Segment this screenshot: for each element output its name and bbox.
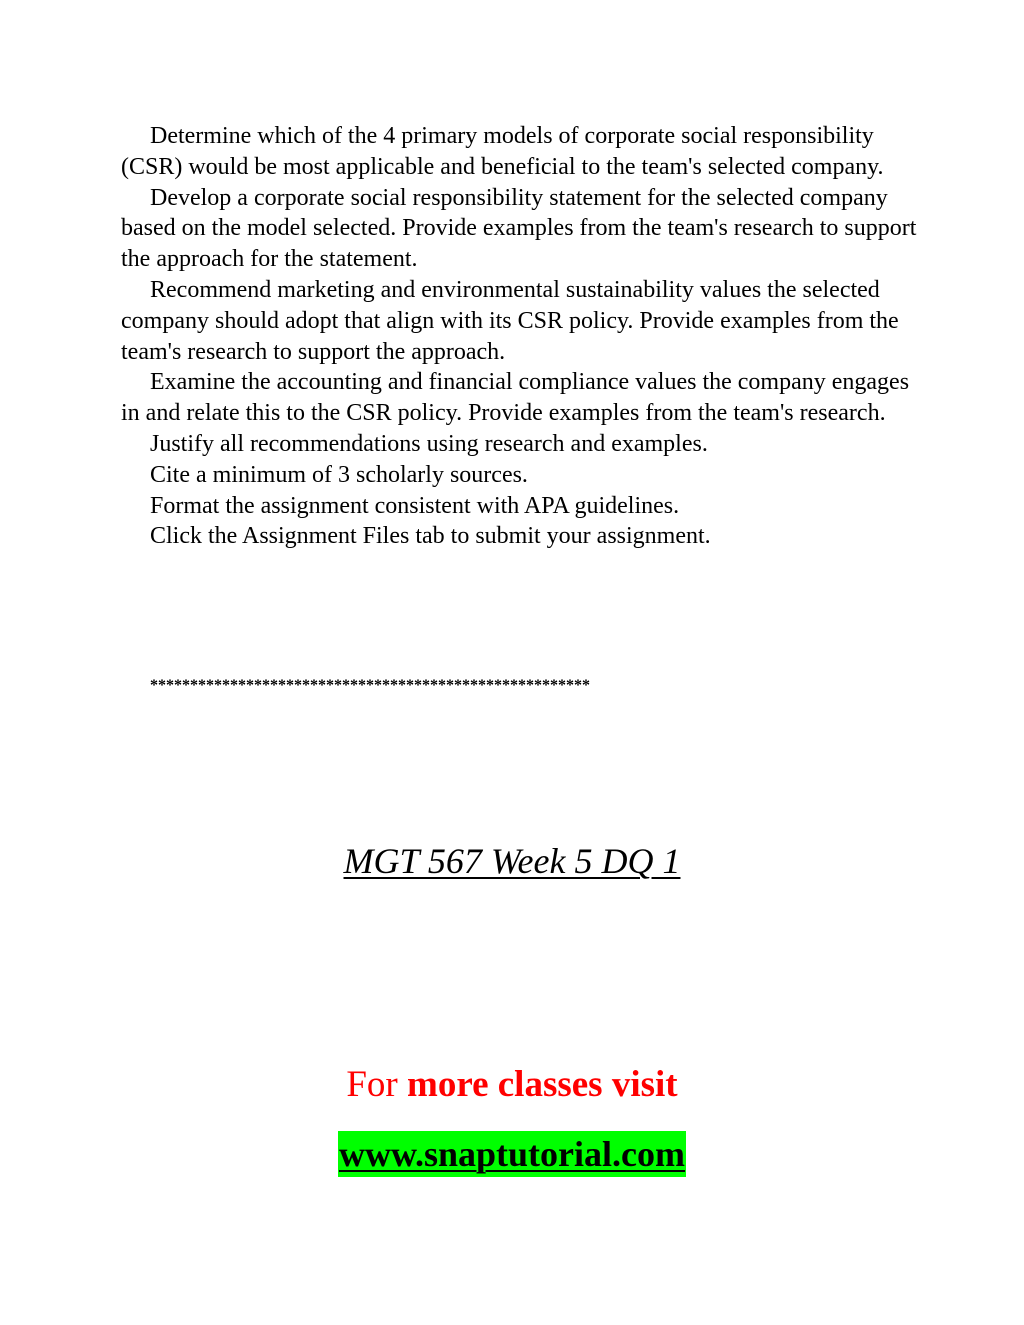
instruction-paragraph: Develop a corporate social responsibility statement for the selected company based on the model selected. Provide examples from the team's research to support the approach for the statement. [121, 184, 917, 273]
instruction-paragraph: Determine which of the 4 primary models of corporate social responsibility (CSR) would be most applicable and beneficial to the team's selected company. [121, 123, 884, 180]
promo-line [0, 1063, 1024, 1106]
instruction-paragraph: Recommend marketing and environmental sustainability values the selected company should adopt that align with its CSR policy. Provide examples from the team's research to support the approach. [121, 276, 899, 365]
promo-url-link[interactable]: www.snaptutorial.com [338, 1131, 686, 1177]
star-separator: ******************************************************* [150, 677, 590, 694]
promo-emphasis: more classes visit [407, 1064, 678, 1105]
next-item-title[interactable]: MGT 567 Week 5 DQ 1 [343, 841, 681, 881]
instruction-paragraph: Cite a minimum of 3 scholarly sources. [150, 461, 528, 488]
instruction-paragraph: Format the assignment consistent with APA guidelines. [150, 492, 680, 519]
instruction-paragraph: Click the Assignment Files tab to submit your assignment. [150, 523, 711, 550]
promo-url-container [0, 1131, 1024, 1177]
promo-prefix: For [346, 1064, 408, 1105]
instruction-paragraph: Justify all recommendations using research and examples. [150, 430, 708, 457]
assignment-instructions [121, 121, 921, 552]
instruction-paragraph: Examine the accounting and financial compliance values the company engages in and relate this to the CSR policy. Provide examples from the team's research. [121, 369, 910, 427]
